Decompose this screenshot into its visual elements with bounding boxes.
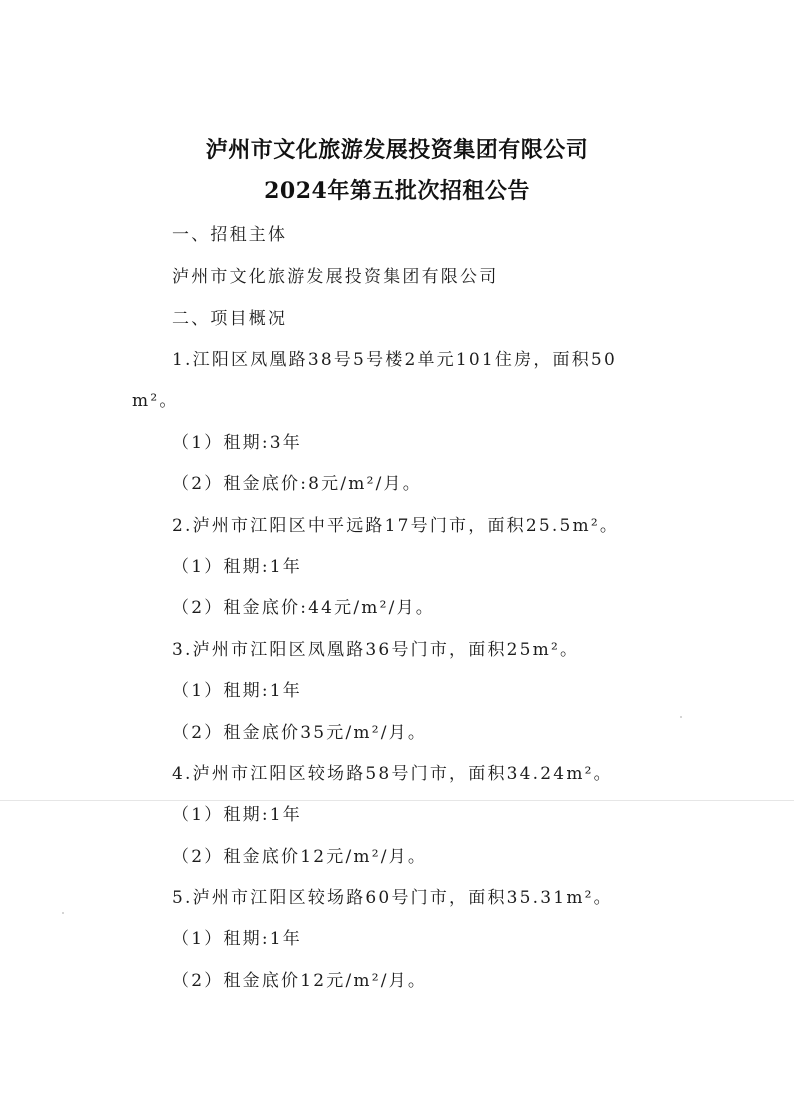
item2-description: 2.泸州市江阳区中平远路17号门市，面积25.5m²。 [172,516,620,536]
scan-speck [680,716,682,718]
document-title-line1: 泸州市文化旅游发展投资集团有限公司 [205,137,589,163]
item1-price: （2）租金底价:8元/m²/月。 [172,474,422,494]
item4-term: （1）租期:1年 [172,805,302,825]
item2-price: （2）租金底价:44元/m²/月。 [172,598,435,618]
item1-term: （1）租期:3年 [172,433,302,453]
item3-description: 3.泸州市江阳区凤凰路36号门市，面积25m²。 [172,640,580,660]
item1-description-continued: m²。 [132,391,179,411]
section1-heading: 一、招租主体 [172,225,288,245]
item5-term: （1）租期:1年 [172,929,302,949]
item2-term: （1）租期:1年 [172,557,302,577]
item1-description: 1.江阳区凤凰路38号5号楼2单元101住房，面积50 [172,350,617,370]
document-title-line2: 2024年第五批次招租公告 [264,178,530,204]
section1-body: 泸州市文化旅游发展投资集团有限公司 [172,267,499,287]
scan-artifact-line [0,800,794,801]
section2-heading: 二、项目概况 [172,309,288,329]
item3-term: （1）租期:1年 [172,681,302,701]
item4-price: （2）租金底价12元/m²/月。 [172,847,428,867]
item5-description: 5.泸州市江阳区较场路60号门市，面积35.31m²。 [172,888,613,908]
item3-price: （2）租金底价35元/m²/月。 [172,723,428,743]
scan-speck [62,912,64,914]
item4-description: 4.泸州市江阳区较场路58号门市，面积34.24m²。 [172,764,613,784]
item5-price: （2）租金底价12元/m²/月。 [172,971,428,991]
